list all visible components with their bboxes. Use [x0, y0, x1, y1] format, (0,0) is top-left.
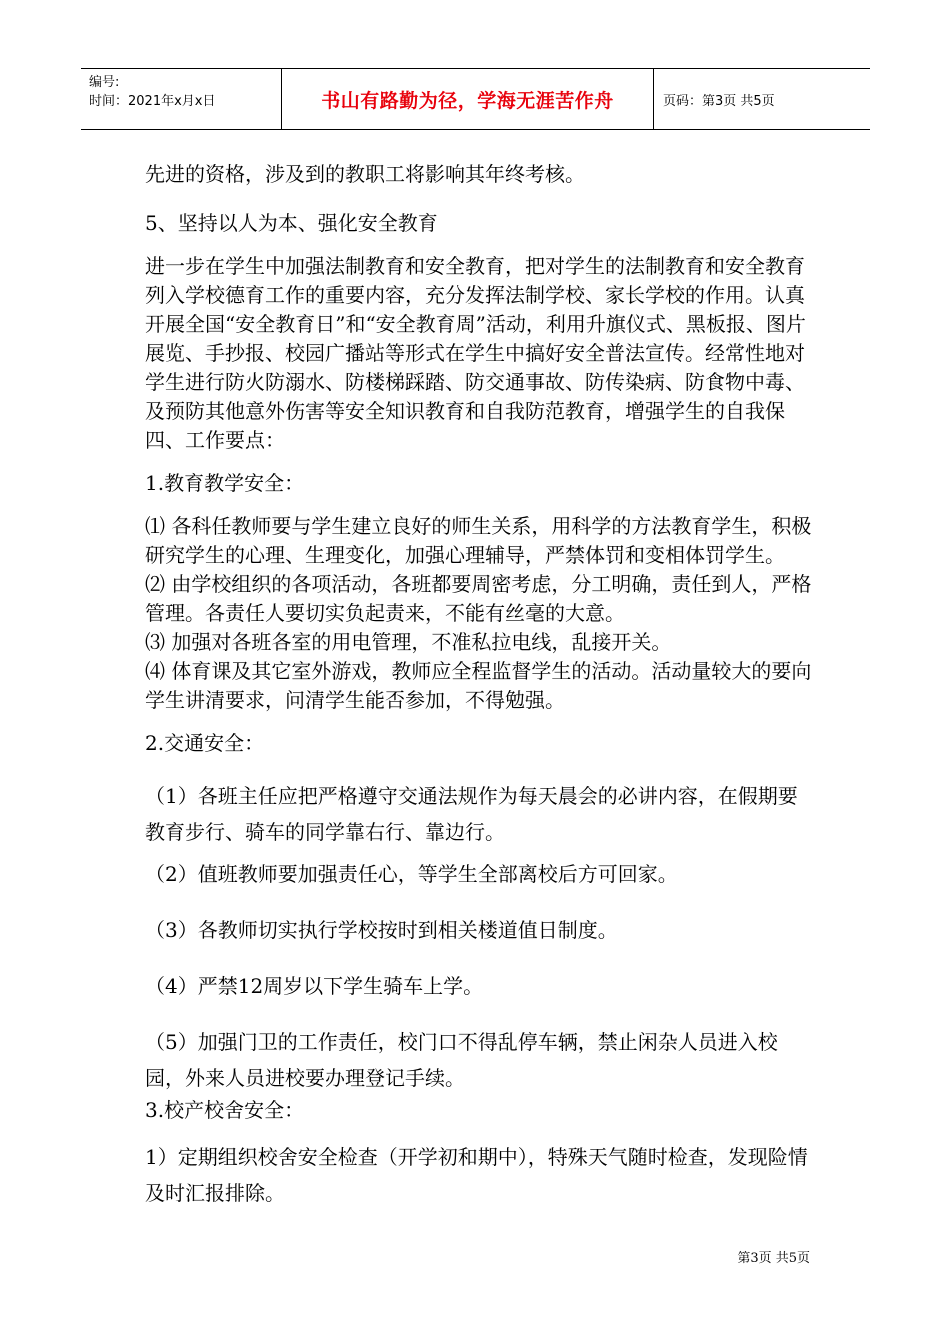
list-item: （5）加强门卫的工作责任，校门口不得乱停车辆，禁止闲杂人员进入校园，外来人员进校要办理登记手续。: [145, 1030, 778, 1090]
section-heading: 5、坚持以人为本、强化安全教育: [145, 211, 438, 235]
paragraph: 进一步在学生中加强法制教育和安全教育，把对学生的法制教育和安全教育列入学校德育工作的重要内容，充分发挥法制学校、家长学校的作用。认真开展全国“安全教育日”和“安全教育周”活动，利用升旗仪式、黑板报、图片展览、手抄报、校园广播站等形式在学生中搞好安全普法宣传。经常性地对学生进行防火防溺水、防楼梯踩踏、防交通事故、防传染病、防食物中毒、及预防其他意外伤害等安全知识教育和自我防范教育，增强学生的自我保: [145, 254, 806, 423]
page-footer: 第3页 共5页: [737, 1251, 810, 1266]
list-item: （2）值班教师要加强责任心，等学生全部离校后方可回家。: [145, 862, 678, 886]
header-page-code: 页码：第3页 共5页: [663, 93, 775, 109]
document-body: [145, 160, 815, 1211]
header-motto: 书山有路勤为径，学海无涯苦作舟: [282, 69, 654, 129]
list-item: ⑷ 体育课及其它室外游戏，教师应全程监督学生的活动。活动量较大的要向学生讲清要求，问清学生能否参加，不得勉强。: [145, 659, 812, 712]
list-item: ⑴ 各科任教师要与学生建立良好的师生关系，用科学的方法教育学生，积极研究学生的心理、生理变化，加强心理辅导，严禁体罚和变相体罚学生。: [145, 514, 812, 567]
paragraph: 先进的资格，涉及到的教职工将影响其年终考核。: [145, 162, 585, 186]
section-heading: 四、工作要点：: [145, 428, 285, 452]
list-item: （3）各教师切实执行学校按时到相关楼道值日制度。: [145, 918, 618, 942]
time-label: 时间：2021年x月x日: [89, 94, 216, 109]
subsection-heading: 3.校产校舍安全：: [145, 1098, 305, 1122]
list-item: （4）严禁12周岁以下学生骑车上学。: [145, 974, 484, 998]
subsection-heading: 2.交通安全：: [145, 731, 265, 755]
number-label: 编号:: [89, 75, 120, 90]
header-meta-cell: [81, 69, 282, 129]
list-item: 1）定期组织校舍安全检查（开学初和期中），特殊天气随时检查，发现险情及时汇报排除。: [145, 1145, 808, 1205]
list-item: ⑵ 由学校组织的各项活动，各班都要周密考虑，分工明确，责任到人，严格管理。各责任人要切实负起责来，不能有丝毫的大意。: [145, 572, 812, 625]
page-header: [81, 68, 870, 130]
list-item: ⑶ 加强对各班各室的用电管理，不准私拉电线，乱接开关。: [145, 630, 672, 654]
list-item: （1）各班主任应把严格遵守交通法规作为每天晨会的必讲内容，在假期要教育步行、骑车的同学靠右行、靠边行。: [145, 784, 798, 844]
subsection-heading: 1.教育教学安全：: [145, 471, 305, 495]
